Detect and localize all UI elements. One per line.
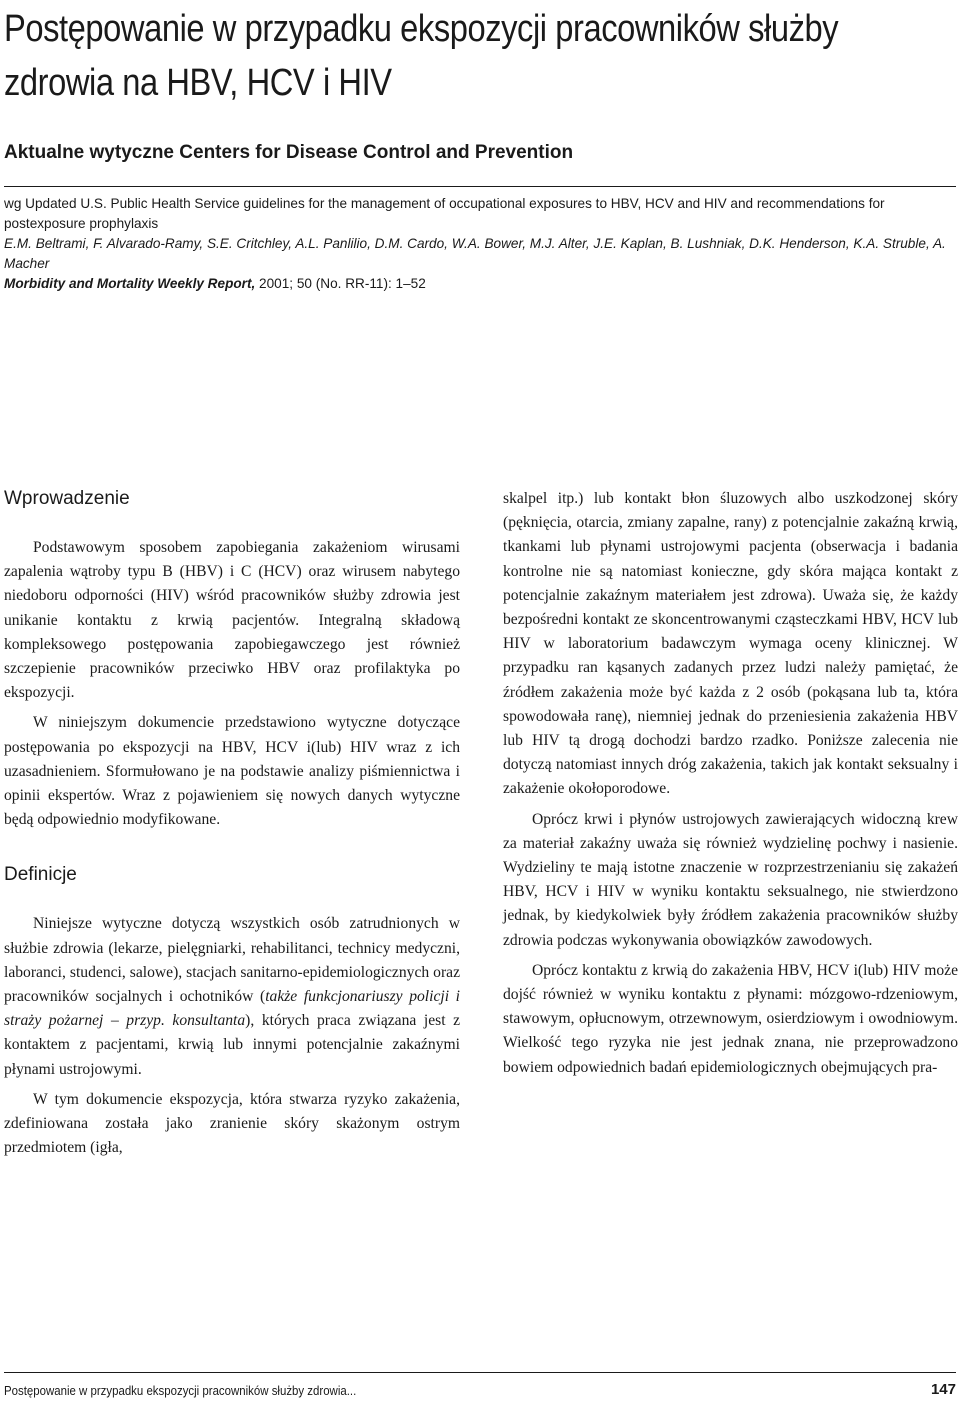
reference-block <box>4 194 954 294</box>
section-heading-intro: Wprowadzenie <box>4 488 130 509</box>
reference-authors-text: E.M. Beltrami, F. Alvarado-Ramy, S.E. Critchley, A.L. Panlilio, D.M. Cardo, W.A. Bower, M.J. Alter, J.E. Kaplan, B. Lushniak, D.K. Henderson, K.A. Struble, A. Macher <box>4 236 946 271</box>
right-paragraph-2: Oprócz krwi i płynów ustrojowych zawierających widoczną krew za materiał zakaźny uważa się również wydzielinę pochwy i nasienie. Wydzieliny te mają istotne znaczenie w rozprzestrzenianiu się zakażeń HBV, HCV i HIV w wyniku kontaktu seksualnego, nie stwierdzono jednak, by kiedykolwiek były źródłem zakażenia pracowników służby zdrowia podczas wykonywania obowiązków zawodowych. <box>503 810 958 949</box>
right-paragraph-3: Oprócz kontaktu z krwią do zakażenia HBV, HCV i(lub) HIV może dojść również w wyniku kontaktu z płynami: mózgowo-rdzeniowym, stawowym, opłucnowym, otrzewnowym, osierdziowym i owodniowym. Wielkość tego ryzyka nie jest jednak znana, nie przeprowadzono bowiem odpowiednich badań epidemiologicznych obejmujących pra- <box>503 961 958 1076</box>
journal-name: Morbidity and Mortality Weekly Report, <box>4 276 256 291</box>
reference-source: wg Updated U.S. Public Health Service guidelines for the management of occupational exposures to HBV, HCV and HIV and recommendations for postexposure prophylaxis <box>4 196 885 231</box>
definitions-paragraph-2: W tym dokumencie ekspozycja, która stwarza ryzyko zakażenia, zdefiniowana została jako zranienie skóry skażonym ostrym przedmiotem (igła, <box>4 1090 460 1157</box>
definitions-p1-part1: Niniejsze wytyczne dotyczą wszystkich osób zatrudnionych w służbie zdrowia (lekarze, pielęgniarki, rehabilitanci, technicy medyczni, laboranci, studenci, salowe), stacjach sanitarno-epidemiologicznych oraz pracowników socjalnych i ochotników ( <box>4 915 460 1006</box>
page-number: 147 <box>930 1381 956 1398</box>
article-subtitle: Aktualne wytyczne Centers for Disease Control and Prevention <box>4 142 574 163</box>
article-title: Postępowanie w przypadku ekspozycji pracowników służby zdrowia na HBV, HCV i HIV <box>4 8 839 104</box>
journal-citation: 2001; 50 (No. RR-11): 1–52 <box>255 276 426 291</box>
definitions-p1-part2: ), których praca związana jest z kontaktem z pacjentami, krwią lub innymi potencjalnie zakaźnymi płynami ustrojowymi. <box>4 1012 460 1078</box>
reference-journal <box>4 274 954 294</box>
right-column <box>503 487 958 1080</box>
reference-authors <box>4 234 954 274</box>
left-column <box>4 484 460 1160</box>
footer-divider <box>4 1372 956 1373</box>
right-paragraph-1: skalpel itp.) lub kontakt błon śluzowych albo uszkodzonej skóry (pęknięcia, otarcia, zmiany zapalne, rany) z potencjalnie zakaźną krwią, tkankami lub płynami ustrojowymi pacjenta (obserwacja i badania kontrolne nie są natomiast konieczne, gdy skóra mająca kontakt z potencjalnie zakaźnym materiałem jest zdrowa). Uważa się, że każdy bezpośredni kontakt ze skoncentrowanymi cząsteczkami HBV, HCV lub HIV w laboratorium badawczym wymaga oceny klinicznej. W przypadku ran kąsanych zadanych przez ludzi należy pamiętać, że źródłem zakażenia może być każda z 2 osób (pokąsana lub ta, która spowodowała ranę), niemniej jednak do przeniesienia zakażenia HBV lub HIV tą drogą dochodzi bardzo rzadko. Poniższe zalecenia nie dotyczą natomiast innych dróg zakażenia, takich jak kontakt seksualny i zakażenie okołoporodowe. <box>503 490 958 798</box>
section-heading-definitions: Definicje <box>4 864 77 886</box>
intro-paragraph-1: Podstawowym sposobem zapobiegania zakażeniom wirusami zapalenia wątroby typu B (HBV) i C (HCV) oraz wirusem nabytego niedoboru odporności (HIV) wśród pracowników służby zdrowia jest unikanie kontaktu z krwią pacjentów. Integralną składową kompleksowego postępowania zapobiegawczego jest również szczepienie pracowników przeciwko HBV oraz profilaktyka po ekspozycji. <box>4 539 460 702</box>
intro-paragraph-2: W niniejszym dokumencie przedstawiono wytyczne dotyczące postępowania po ekspozycji na HBV, HCV i(lub) HIV wraz z ich uzasadnieniem. Sformułowano je na podstawie analizy piśmiennictwa i opinii ekspertów. Wraz z pojawieniem się nowych danych wytyczne będą odpowiednio modyfikowane. <box>4 714 460 829</box>
footer-running-title: Postępowanie w przypadku ekspozycji pracowników służby zdrowia... <box>4 1383 357 1398</box>
definitions-paragraph-1 <box>4 912 460 1081</box>
header-divider <box>4 186 956 187</box>
definitions-p1-italic: także funkcjonariuszy policji i straży pożarnej – przyp. konsultanta <box>4 988 460 1030</box>
